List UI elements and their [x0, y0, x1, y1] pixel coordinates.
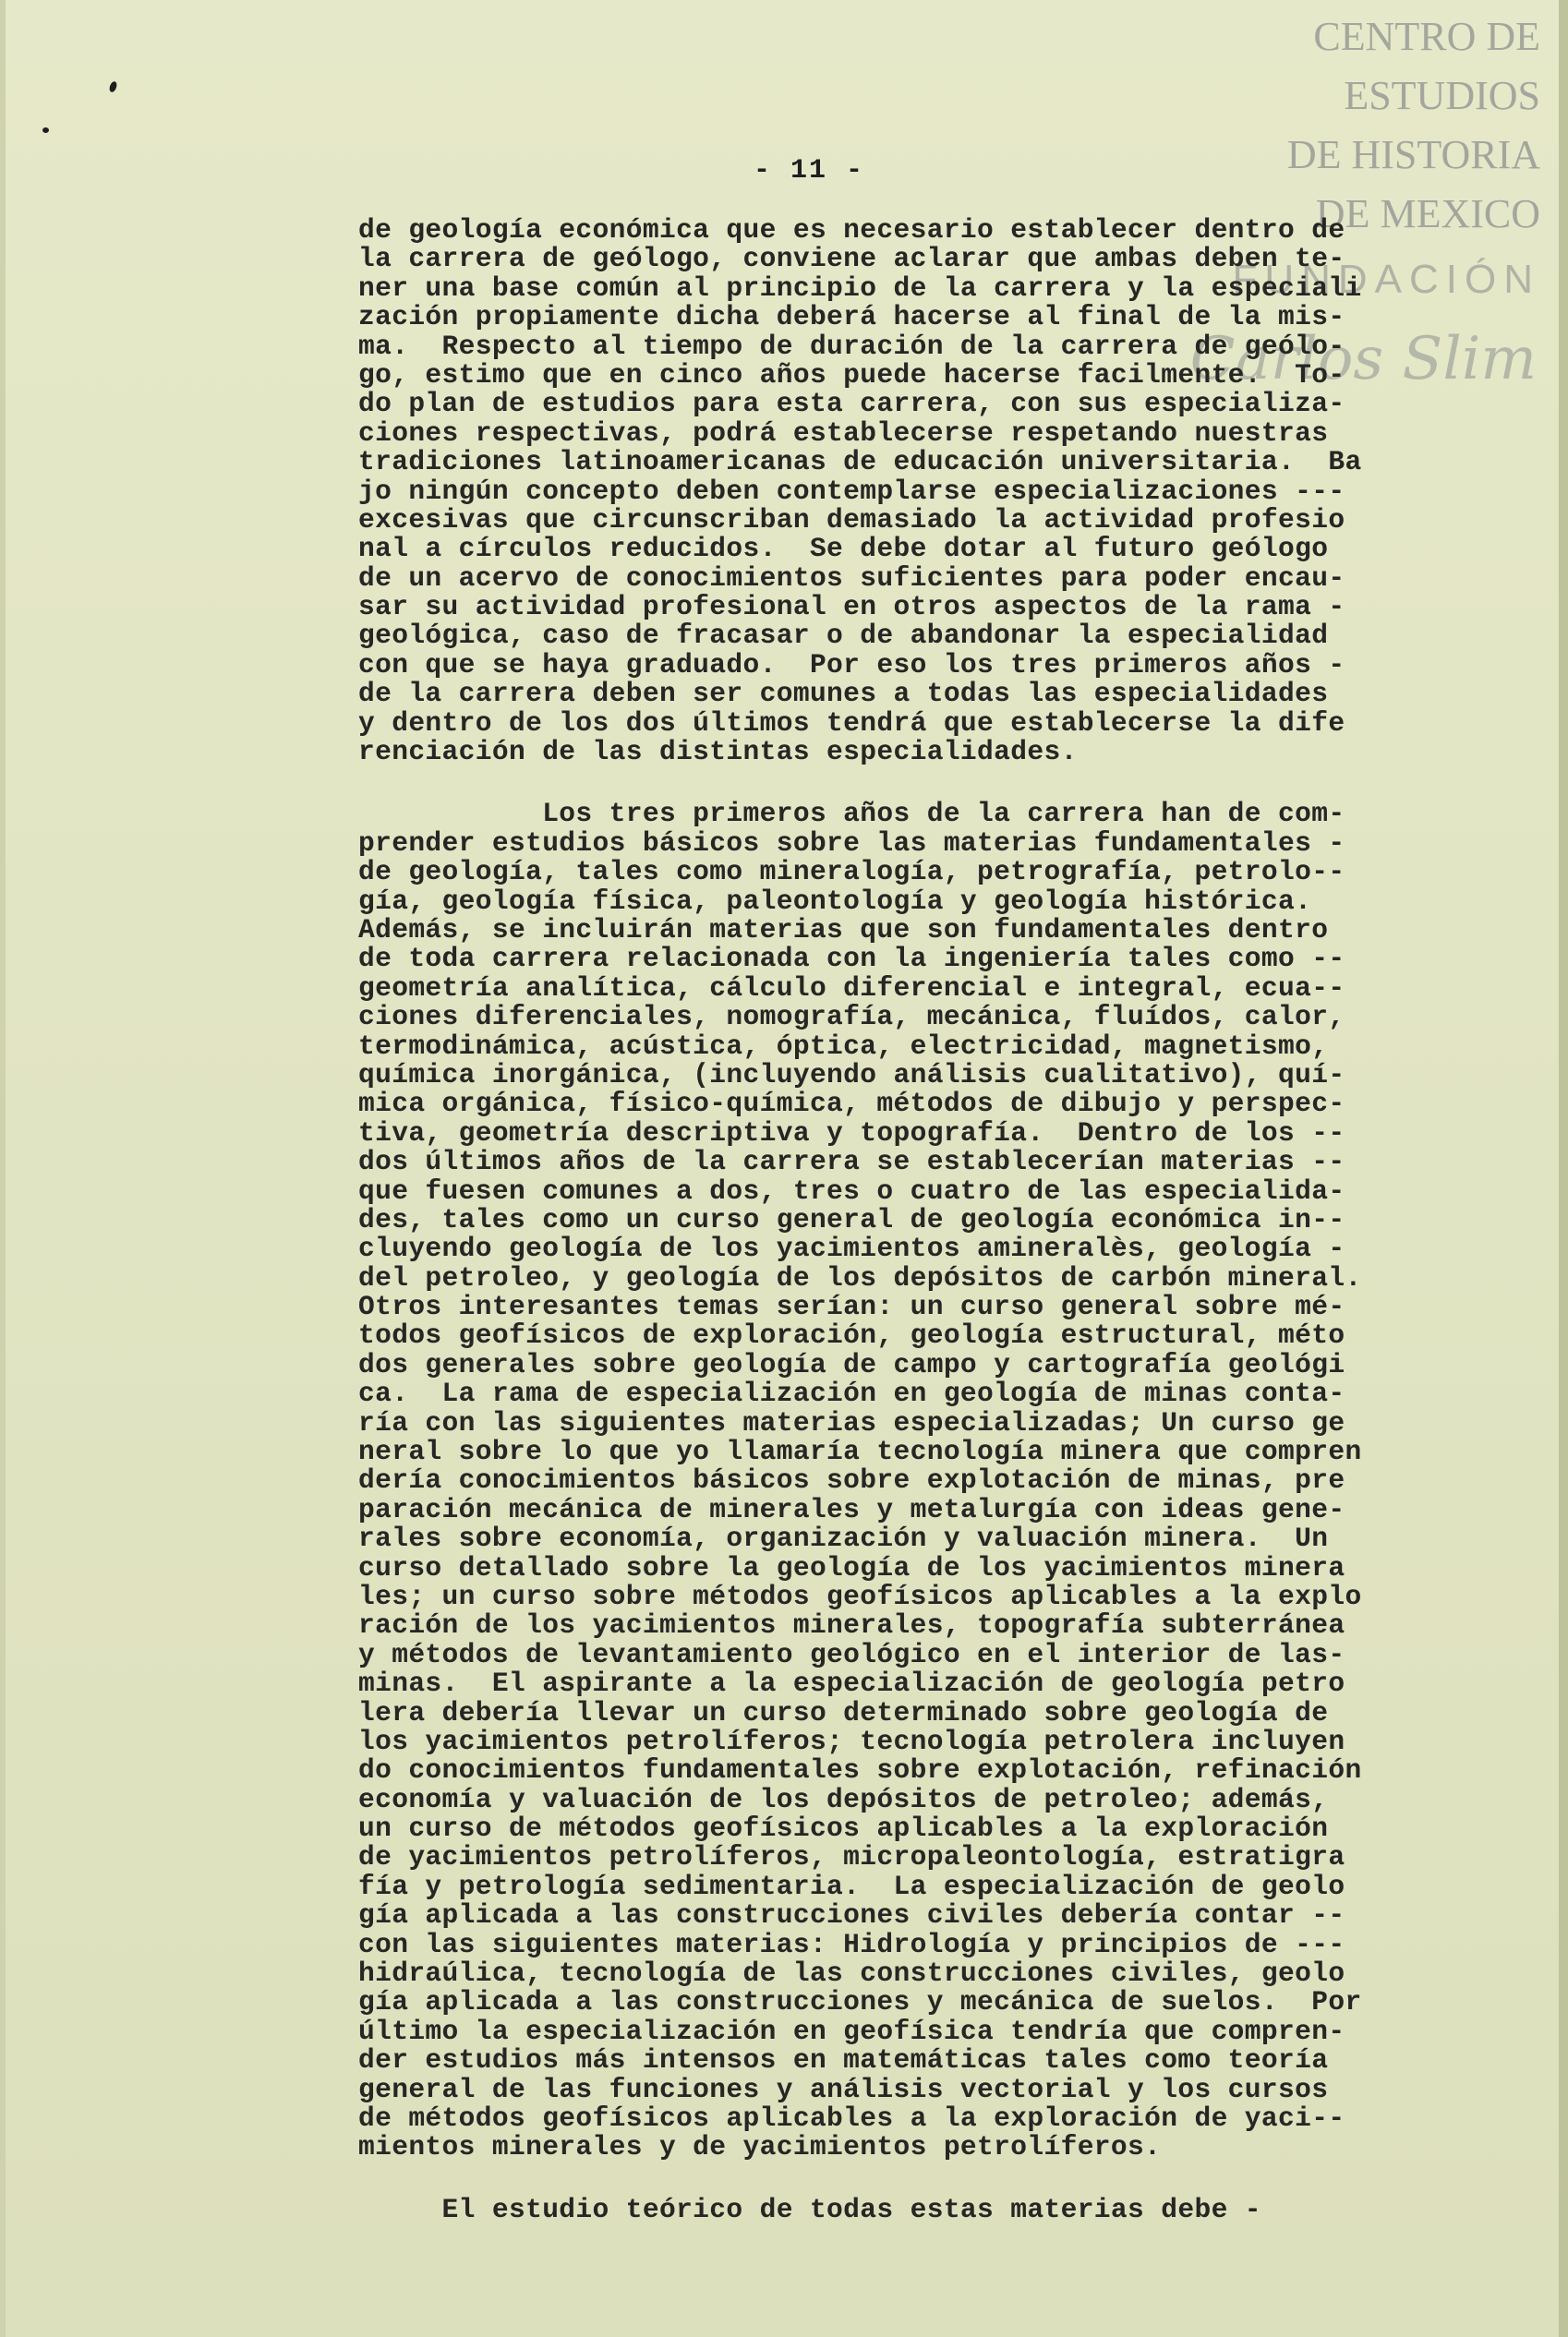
- text-line: do conocimientos fundamentales sobre explotación, refinación: [358, 1754, 1362, 1787]
- text-line: curso detallado sobre la geología de los yacimientos minera: [358, 1551, 1345, 1584]
- text-line: ría con las siguientes materias especializadas; Un curso ge: [358, 1406, 1345, 1439]
- text-line: de geología, tales como mineralogía, petrografía, petrolo--: [358, 856, 1345, 888]
- paragraph-gap: [358, 2162, 1420, 2196]
- text-line: gía aplicada a las construcciones y mecánica de suelos. Por: [358, 1986, 1362, 2018]
- text-line: nal a círculos reducidos. Se debe dotar al futuro geólogo: [358, 533, 1329, 565]
- watermark-line: ESTUDIOS: [1344, 73, 1540, 118]
- text-line: neral sobre lo que yo llamaría tecnología minera que compren: [358, 1436, 1362, 1468]
- text-line: los yacimientos petrolíferos; tecnología petrolera incluyen: [358, 1725, 1345, 1757]
- text-line: de toda carrera relacionada con la ingeniería tales como --: [358, 943, 1345, 975]
- text-line: gía aplicada a las construcciones civiles debería contar --: [358, 1899, 1345, 1932]
- text-line: prender estudios básicos sobre las materias fundamentales -: [358, 826, 1345, 859]
- text-line: mica orgánica, físico-química, métodos de dibujo y perspec-: [358, 1088, 1345, 1120]
- text-line: dería conocimientos básicos sobre explotación de minas, pre: [358, 1464, 1345, 1497]
- text-line: les; un curso sobre métodos geofísicos aplicables a la explo: [358, 1580, 1362, 1612]
- text-line: termodinámica, acústica, óptica, electricidad, magnetismo,: [358, 1030, 1329, 1062]
- text-line: general de las funciones y análisis vectorial y los cursos: [358, 2073, 1329, 2105]
- text-line: y dentro de los dos últimos tendrá que establecerse la dife: [358, 706, 1345, 739]
- text-line: y métodos de levantamiento geológico en el interior de las-: [358, 1638, 1345, 1670]
- text-line: tiva, geometría descriptiva y topografía. Dentro de los --: [358, 1116, 1345, 1149]
- text-line: El estudio teórico de todas estas materias debe -: [358, 2193, 1261, 2225]
- text-line: que fuesen comunes a dos, tres o cuatro de las especialida-: [358, 1175, 1345, 1207]
- text-line: economía y valuación de los depósitos de petroleo; además,: [358, 1783, 1329, 1815]
- archive-watermark: [1236, 7, 1540, 244]
- text-line: de un acervo de conocimientos suficientes para poder encau-: [358, 561, 1345, 594]
- text-line: go, estimo que en cinco años puede hacerse facilmente. To-: [358, 358, 1345, 391]
- text-line: todos geofísicos de exploración, geología estructural, méto: [358, 1319, 1345, 1352]
- ink-speck: [108, 80, 118, 93]
- text-line: química inorgánica, (incluyendo análisis cualitativo), quí-: [358, 1058, 1345, 1090]
- text-line: dos últimos años de la carrera se establecerían materias --: [358, 1146, 1345, 1178]
- text-line: lera debería llevar un curso determinado sobre geología de: [358, 1696, 1329, 1729]
- text-line: jo ningún concepto deben contemplarse especializaciones ---: [358, 475, 1345, 507]
- text-line: ma. Respecto al tiempo de duración de la carrera de geólo-: [358, 330, 1345, 362]
- text-line: minas. El aspirante a la especialización de geología petro: [358, 1668, 1345, 1700]
- text-line: paración mecánica de minerales y metalurgía con ideas gene-: [358, 1493, 1345, 1525]
- text-line: do plan de estudios para esta carrera, con sus especializa-: [358, 388, 1345, 420]
- watermark-line: DE HISTORIA: [1286, 132, 1540, 177]
- text-line: hidraúlica, tecnología de las construcciones civiles, geolo: [358, 1958, 1345, 1990]
- text-line: la carrera de geólogo, conviene aclarar que ambas deben te-: [358, 243, 1345, 275]
- text-line: tradiciones latinoamericanas de educación universitaria. Ba: [358, 446, 1362, 478]
- text-line: ciones diferenciales, nomografía, mecánica, fluídos, calor,: [358, 1001, 1345, 1033]
- text-line: rales sobre economía, organización y valuación minera. Un: [358, 1523, 1329, 1555]
- text-line: de la carrera deben ser comunes a todas las especialidades: [358, 678, 1329, 710]
- text-line: ca. La rama de especialización en geología de minas conta-: [358, 1378, 1345, 1410]
- text-line: gía, geología física, paleontología y geología histórica.: [358, 885, 1312, 917]
- text-line: ciones respectivas, podrá establecerse respetando nuestras: [358, 416, 1329, 449]
- watermark-line: CENTRO DE: [1313, 14, 1540, 59]
- watermark-fundacion: FUNDACIÓN: [1232, 257, 1540, 302]
- text-line: Además, se incluirán materias que son fundamentales dentro: [358, 913, 1329, 946]
- text-line: des, tales como un curso general de geología económica in--: [358, 1203, 1345, 1235]
- text-line: ner una base común al principio de la carrera y la especiali: [358, 271, 1362, 304]
- text-line: de geología económica que es necesario establecer dentro de: [358, 214, 1345, 246]
- text-line: ración de los yacimientos minerales, topografía subterránea: [358, 1609, 1345, 1642]
- text-line: renciación de las distintas especialidades.: [358, 736, 1078, 768]
- text-line: de métodos geofísicos aplicables a la exploración de yaci--: [358, 2102, 1345, 2134]
- typewritten-body: [358, 216, 1420, 2224]
- text-line: Los tres primeros años de la carrera han de com-: [358, 798, 1345, 830]
- text-line: sar su actividad profesional en otros aspectos de la rama -: [358, 591, 1345, 623]
- text-line: excesivas que circunscriban demasiado la actividad profesio: [358, 503, 1345, 536]
- text-line: cluyendo geología de los yacimientos amineralès, geología -: [358, 1233, 1345, 1265]
- text-line: der estudios más intensos en matemáticas tales como teoría: [358, 2044, 1329, 2077]
- text-line: dos generales sobre geología de campo y cartografía geológi: [358, 1348, 1345, 1380]
- page-number: - 11 -: [753, 155, 865, 187]
- text-line: mientos minerales y de yacimientos petrolíferos.: [358, 2131, 1162, 2163]
- text-line: geometría analítica, cálculo diferencial e integral, ecua--: [358, 971, 1345, 1004]
- watermark-signature: Carlos Slim: [1189, 325, 1537, 393]
- text-line: con que se haya graduado. Por eso los tres primeros años -: [358, 648, 1345, 681]
- text-line: zación propiamente dicha deberá hacerse al final de la mis-: [358, 301, 1345, 333]
- text-line: Otros interesantes temas serían: un curso general sobre mé-: [358, 1291, 1345, 1323]
- text-line: del petroleo, y geología de los depósitos de carbón mineral.: [358, 1261, 1362, 1294]
- text-line: fía y petrología sedimentaria. La especialización de geolo: [358, 1870, 1345, 1902]
- ink-speck: [42, 127, 49, 133]
- paragraph-gap: [358, 766, 1420, 800]
- text-line: de yacimientos petrolíferos, micropaleontología, estratigra: [358, 1841, 1345, 1873]
- text-line: último la especialización en geofísica tendría que compren-: [358, 2015, 1345, 2047]
- text-line: con las siguientes materias: Hidrología y principios de ---: [358, 1928, 1345, 1960]
- text-line: geológica, caso de fracasar o de abandonar la especialidad: [358, 620, 1329, 652]
- watermark-line: DE MEXICO: [1315, 191, 1540, 236]
- text-line: un curso de métodos geofísicos aplicables a la exploración: [358, 1813, 1329, 1845]
